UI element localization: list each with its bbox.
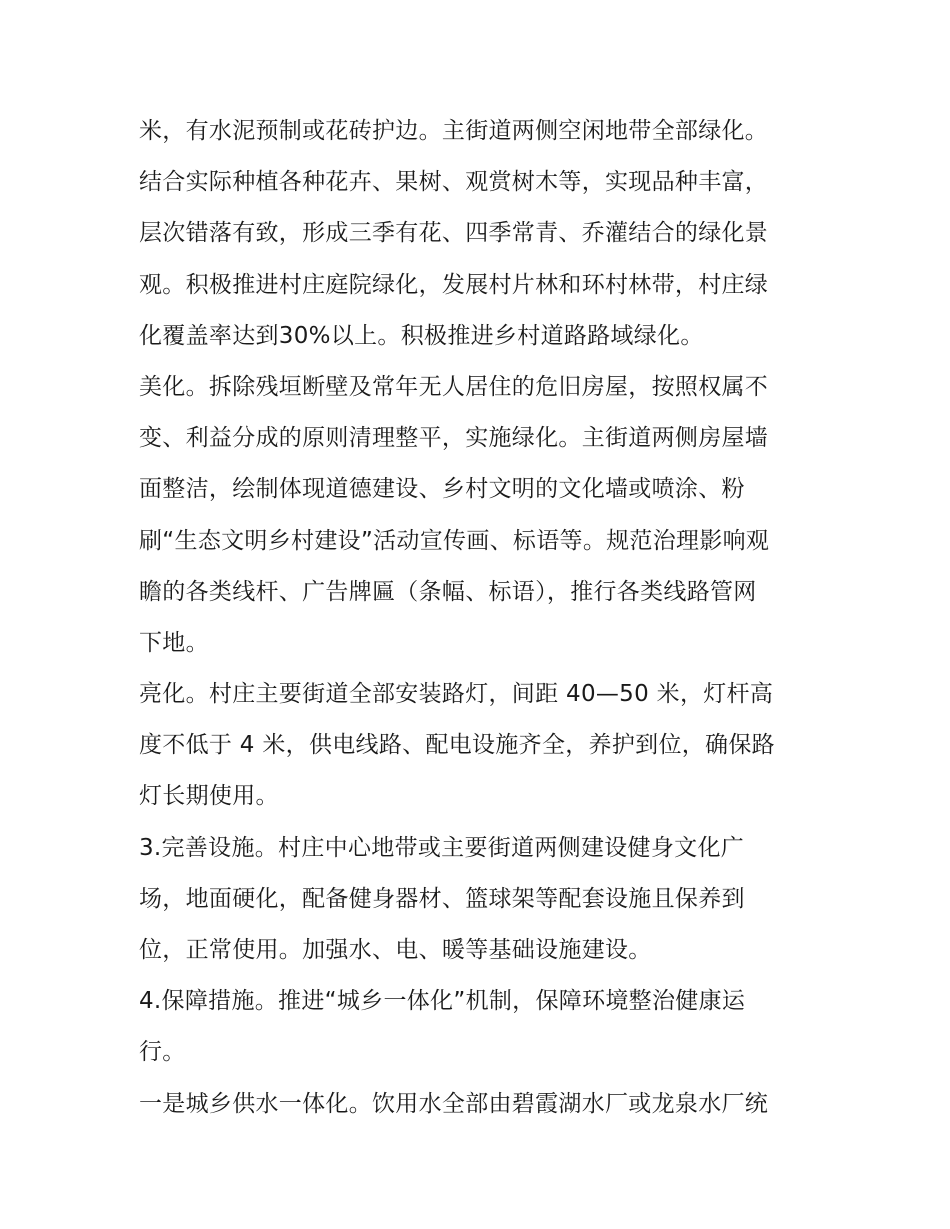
text-line: 美化。拆除残垣断壁及常年无人居住的危旧房屋，按照权属不 xyxy=(139,373,769,400)
text-line: 层次错落有致，形成三季有花、四季常青、乔灌结合的绿化景 xyxy=(139,220,769,247)
text-line: 度不低于 4 米，供电线路、配电设施齐全，养护到位，确保路 xyxy=(139,732,775,759)
text-line: 刷“生态文明乡村建设”活动宣传画、标语等。规范治理影响观 xyxy=(139,527,770,554)
text-line: 结合实际种植各种花卉、果树、观赏树木等，实现品种丰富， xyxy=(139,169,769,196)
text-line: 米，有水泥预制或花砖护边。主街道两侧空闲地带全部绿化。 xyxy=(139,118,769,144)
text-line: 3.完善设施。村庄中心地带或主要街道两侧建设健身文化广 xyxy=(139,834,745,861)
text-line: 下地。 xyxy=(139,629,209,656)
document-body xyxy=(139,106,829,1130)
text-line: 一是城乡供水一体化。饮用水全部由碧霞湖水厂或龙泉水厂统 xyxy=(139,1090,769,1117)
text-line: 化覆盖率达到30%以上。积极推进乡村道路路域绿化。 xyxy=(139,322,704,349)
text-line: 4.保障措施。推进“城乡一体化”机制，保障环境整治健康运 xyxy=(139,988,746,1015)
text-line: 位，正常使用。加强水、电、暖等基础设施建设。 xyxy=(139,937,652,963)
text-line: 瞻的各类线杆、广告牌匾（条幅、标语），推行各类线路管网 xyxy=(139,578,757,605)
text-line: 面整洁，绘制体现道德建设、乡村文明的文化墙或喷涂、粉 xyxy=(139,476,745,503)
text-line: 亮化。村庄主要街道全部安装路灯，间距 40—50 米，灯杆高 xyxy=(139,681,774,708)
text-line: 灯长期使用。 xyxy=(139,783,279,810)
text-line: 观。积极推进村庄庭院绿化，发展村片林和环村林带，村庄绿 xyxy=(139,271,769,298)
text-line: 变、利益分成的原则清理整平，实施绿化。主街道两侧房屋墙 xyxy=(139,425,769,452)
text-line: 场，地面硬化，配备健身器材、篮球架等配套设施且保养到 xyxy=(139,885,745,912)
text-line: 行。 xyxy=(139,1039,186,1066)
